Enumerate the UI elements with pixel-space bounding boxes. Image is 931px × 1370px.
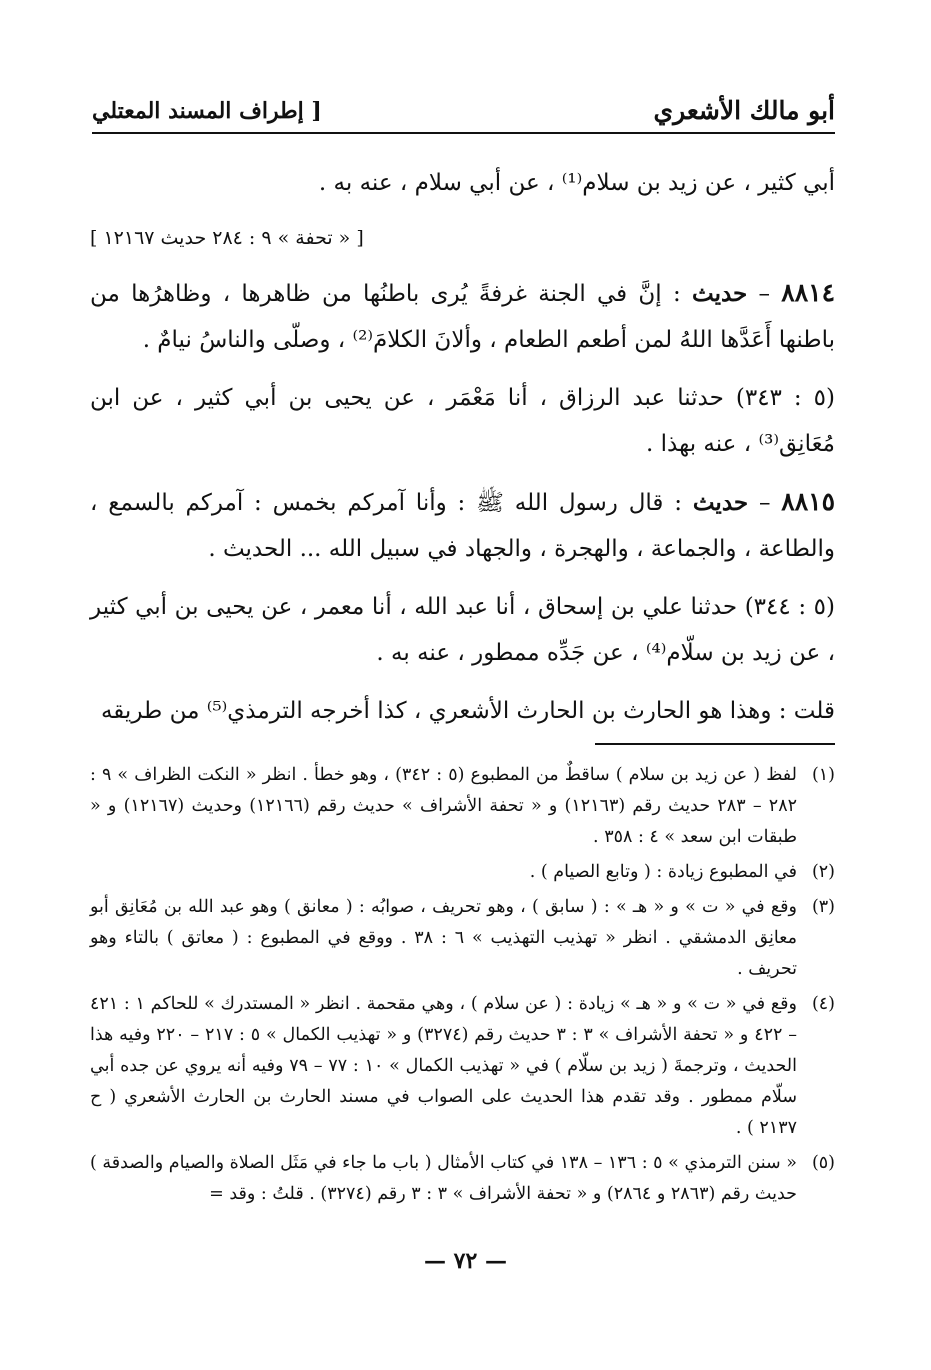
footnote-number: (٣) [811,897,835,917]
footnote-text: لفظ ( عن زيد بن سلام ) ساقطٌ من المطبوع (٥ : ٣٤٢) ، وهو خطأ . انظر « النكت الظراف » ٩ : ٢٨٢ – ٢٨٣ حديث رقم (١٢١٦٣) و « تحفة الأشراف » حديث رقم (١٢١٦٦) وحديث (١٢١٦٧) و « طبقات ابن سعد » ٤ : ٣٥٨ . [90,765,797,847]
footnote [90,760,835,853]
hadith-label: حديث [691,280,748,307]
main-text [90,160,835,746]
footnote-number: (٥) [811,1153,835,1173]
footnotes [90,760,835,1214]
footnote-text: وقع في « ت » و « هـ » زيادة : ( عن سلام ) ، وهي مقحمة . انظر « المستدرك » للحاكم ١ : ٤٢١ – ٤٢٢ و « تحفة الأشراف » ٣ : ٣ حديث رقم (٣٢٧٤) و « تهذيب الكمال » ٥ : ٢١٧ – ٢٢٠ وفيه هذا الحديث ، وترجمةَ ( زيد بن سلّام ) في « تهذيب الكمال » ١٠ : ٧٧ – ٧٩ وفيه أنه يروي عن جده أبي سلّام ممطور . وقد تقدم هذا الحديث على الصواب في مسند الحارث بن الحارث الأشعري ( ح ٢١٣٧ ) . [90,994,797,1138]
hadith-label: حديث [692,489,749,516]
hadith-text: : قال رسول الله ﷺ : وأنا آمركم بخمس : آمركم بالسمع ، والطاعة ، والجماعة ، والهجرة ، والجهاد في سبيل الله ... الحديث . [90,490,835,562]
hadith-8814-sanad: (٥ : ٣٤٣) حدثنا عبد الرزاق ، أنا مَعْمَر ، عن يحيى بن أبي كثير ، عن ابن مُعَانِق⁽³⁾ ، عنه بهذا . [90,385,836,457]
qultu-paragraph: قلت : وهذا هو الحارث بن الحارث الأشعري ، كذا أخرجه الترمذي⁽⁵⁾ من طريقه [100,698,835,724]
tuhfa-reference: [ « تحفة » ٩ : ٢٨٤ حديث ١٢١٦٧ ] [90,227,364,249]
hadith-number: ٨٨١٤ [781,278,836,307]
footnote-number: (٤) [811,994,835,1014]
hadith-8814 [90,270,835,363]
hadith-dash: – [748,490,782,516]
footnote-text: « سنن الترمذي » ٥ : ١٣٦ – ١٣٨ في كتاب الأمثال ( باب ما جاء في مَثَل الصلاة والصيام والصدقة ) حديث رقم (٢٨٦٣ و ٢٨٦٤) و « تحفة الأشراف » ٣ : ٣ رقم (٣٢٧٤) . قلتُ : وقد = [90,1153,797,1204]
footnote-number: (١) [811,765,835,785]
chapter-title: أبو مالك الأشعري [653,96,835,125]
footnote [90,1148,835,1210]
page-number: — ٧٢ — [424,1248,507,1274]
footnote [90,892,835,985]
footnote-text: في المطبوع زيادة : ( وتابع الصيام ) . [529,862,797,882]
hadith-8815 [90,479,835,572]
footnote-number: (٢) [811,862,835,882]
footnote [90,857,835,888]
running-header [92,92,835,134]
hadith-dash: – [747,281,782,307]
footnote-text: وقع في « ت » و « هـ » : ( سابق ) ، وهو تحريف ، صوابُه : ( معانق ) وهو عبد الله بن مُعَانِق أبو معانِق الدمشقي . انظر « تهذيب التهذيب » ٦ : ٣٨ . ووقع في المطبوع : ( معاتق ) بالتاء وهو تحريف . [90,897,797,979]
book-title: [ إطراف المسند المعتلي [92,98,322,124]
hadith-text: : إنَّ في الجنة غرفةً يُرى باطنُها من ظاهرها ، وظاهرُها من باطنها أَعَدَّها اللهُ لمن أطعم الطعام ، وألانَ الكلامَ⁽²⁾ ، وصلّى والناسُ نيامٌ . [90,281,835,353]
footnote-separator [595,743,835,745]
hadith-number: ٨٨١٥ [781,487,836,516]
continuation-paragraph: أبي كثير ، عن زيد بن سلام⁽¹⁾ ، عن أبي سلام ، عنه به . [318,170,835,196]
footnote [90,989,835,1144]
hadith-8815-sanad: (٥ : ٣٤٤) حدثنا علي بن إسحاق ، أنا عبد الله ، أنا معمر ، عن يحيى بن أبي كثير ، عن زيد بن سلّام⁽⁴⁾ ، عن جَدِّه ممطور ، عنه به . [90,594,835,666]
